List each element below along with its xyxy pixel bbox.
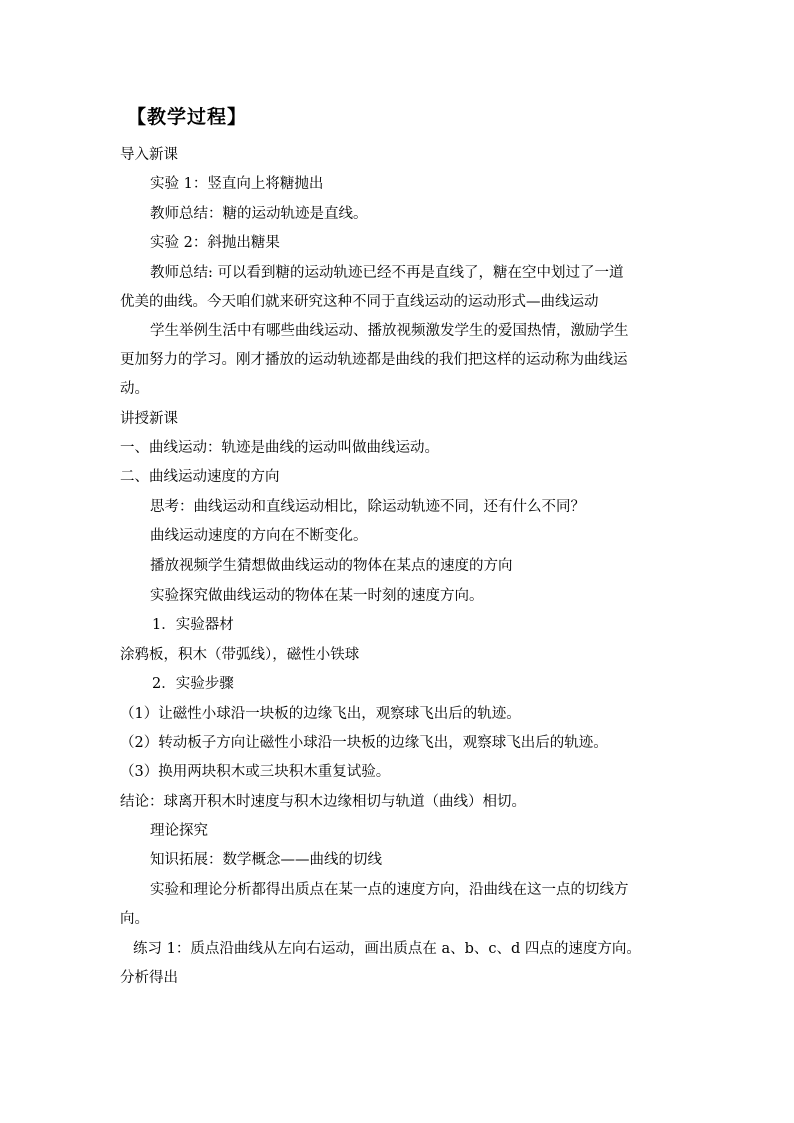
- paragraph-line: 练习 1：质点沿曲线从左向右运动，画出质点在 a、b、c、d 四点的速度方向。: [133, 941, 641, 957]
- paragraph-line: 实验探究做曲线运动的物体在某一时刻的速度方向。: [150, 588, 484, 604]
- paragraph-line: 分析得出: [120, 970, 178, 986]
- paragraph-line: 教师总结：糖的运动轨迹是直线。: [150, 206, 368, 222]
- paragraph-line: 涂鸦板，积木（带弧线），磁性小铁球: [120, 647, 360, 663]
- paragraph-line: 二、曲线运动速度的方向: [120, 469, 280, 485]
- paragraph-line: 曲线运动速度的方向在不断变化。: [150, 528, 368, 544]
- section-title: 【教学过程】: [127, 106, 248, 128]
- paragraph-line: 实验和理论分析都得出质点在某一点的速度方向，沿曲线在这一点的切线方: [150, 882, 629, 898]
- paragraph-line: （1）让磁性小球沿一块板的边缘飞出，观察球飞出后的轨迹。: [120, 706, 521, 722]
- paragraph-line: 学生举例生活中有哪些曲线运动、播放视频激发学生的爱国热情，激励学生: [150, 323, 629, 339]
- paragraph-line: 播放视频学生猜想做曲线运动的物体在某点的速度的方向: [150, 558, 513, 574]
- paragraph-line: 动。: [120, 381, 149, 397]
- paragraph-line: 结论：球离开积木时速度与积木边缘相切与轨道（曲线）相切。: [120, 794, 526, 810]
- paragraph-line: 教师总结: 可以看到糖的运动轨迹已经不再是直线了，糖在空中划过了一道: [150, 265, 624, 281]
- paragraph-line: 知识拓展：数学概念——曲线的切线: [150, 852, 382, 868]
- paragraph-line: 导入新课: [120, 147, 178, 163]
- paragraph-line: 向。: [120, 911, 149, 927]
- paragraph-line: 一、曲线运动：轨迹是曲线的运动叫做曲线运动。: [120, 440, 439, 456]
- paragraph-line: 实验 2：斜抛出糖果: [150, 235, 280, 251]
- paragraph-line: 讲授新课: [120, 411, 178, 427]
- paragraph-line: 2．实验步骤: [152, 676, 234, 692]
- paragraph-line: 思考：曲线运动和直线运动相比，除运动轨迹不同，还有什么不同？: [150, 499, 585, 515]
- paragraph-line: 理论探究: [150, 823, 208, 839]
- paragraph-line: （2）转动板子方向让磁性小球沿一块板的边缘飞出，观察球飞出后的轨迹。: [120, 735, 608, 751]
- paragraph-line: 实验 1：竖直向上将糖抛出: [150, 176, 324, 192]
- paragraph-line: 1．实验器材: [152, 617, 234, 633]
- paragraph-line: （3）换用两块积木或三块积木重复试验。: [120, 764, 391, 780]
- paragraph-line: 更加努力的学习。刚才播放的运动轨迹都是曲线的我们把这样的运动称为曲线运: [120, 352, 628, 368]
- paragraph-line: 优美的曲线。今天咱们就来研究这种不同于直线运动的运动形式—曲线运动: [120, 294, 599, 310]
